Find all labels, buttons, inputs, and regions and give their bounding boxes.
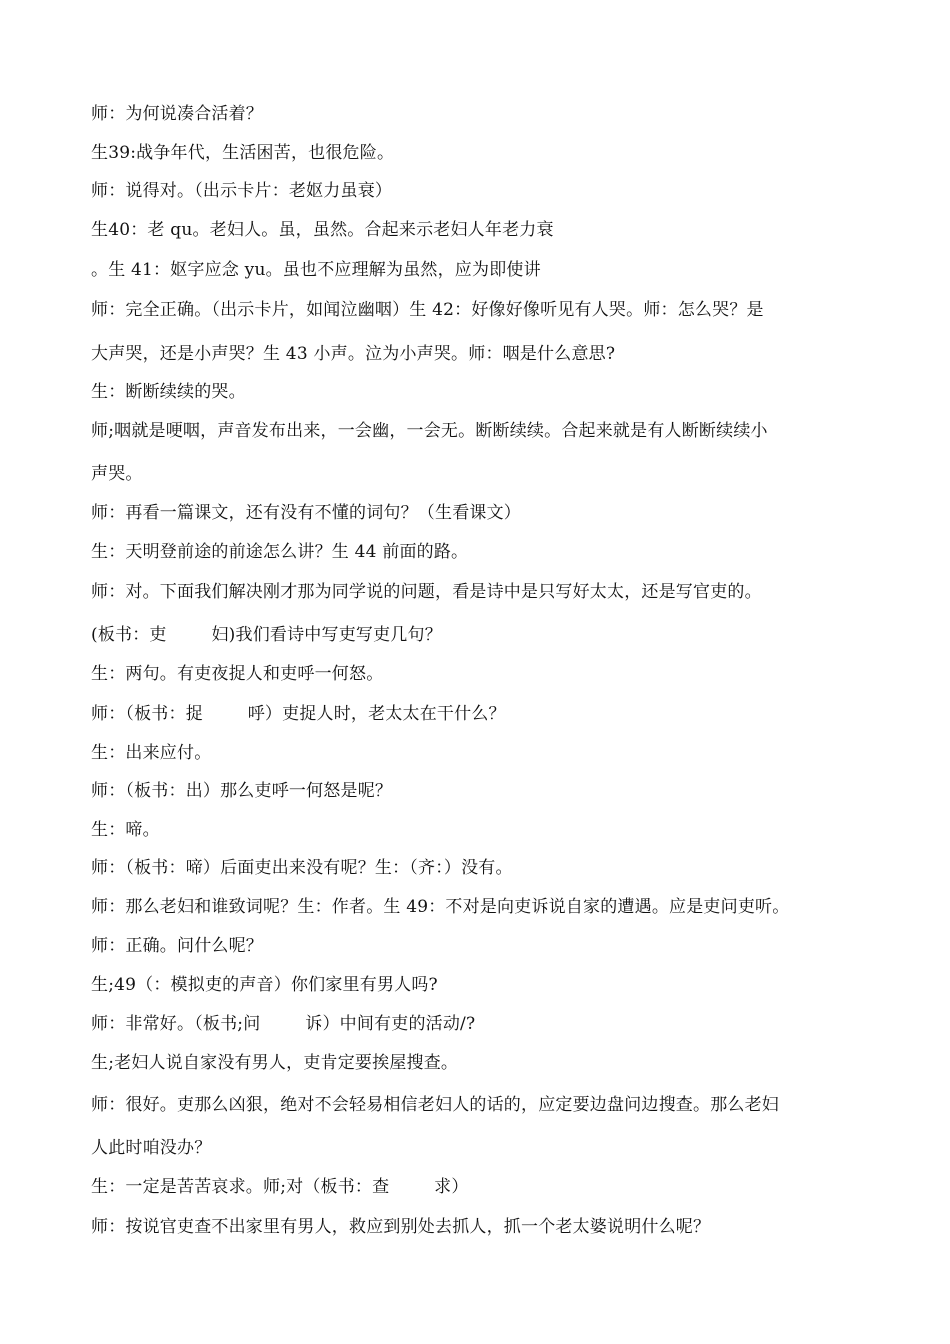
text-line: 生：一定是苦苦哀求。师;对（板书：查 求） (91, 1177, 469, 1197)
text-line: 师：对。下面我们解决刚才那为同学说的问题，看是诗中是只写好太太，还是写官吏的。 (91, 582, 762, 602)
text-line: 师：再看一篇课文，还有没有不懂的词句？（生看课文） (91, 503, 521, 523)
text-line: 师：那么老妇和谁致词呢？生：作者。生 49：不对是向吏诉说自家的遭遇。应是吏问吏听。 (91, 897, 790, 917)
text-line: 生40：老 qu。老妇人。虽，虽然。合起来示老妇人年老力衰 (91, 220, 554, 240)
text-line: 师：说得对。（出示卡片：老妪力虽衰） (91, 181, 393, 201)
text-line: 大声哭，还是小声哭？生 43 小声。泣为小声哭。师：咽是什么意思? (91, 344, 616, 364)
text-line: 师：完全正确。（出示卡片，如闻泣幽咽）生 42：好像好像听见有人哭。师：怎么哭？是 (91, 300, 764, 320)
text-line: 生：啼。 (91, 820, 160, 840)
text-line: 生;49（：模拟吏的声音）你们家里有男人吗? (91, 975, 438, 995)
text-line: 生：出来应付。 (91, 743, 212, 763)
text-line: 师：（板书：捉 呼）吏捉人时，老太太在干什么？ (91, 704, 506, 724)
text-line: 师：为何说凑合活着？ (91, 104, 263, 124)
text-line: 。生 41：妪字应念 yu。虽也不应理解为虽然，应为即使讲 (91, 260, 541, 280)
text-line: 声哭。 (91, 464, 143, 484)
text-line: 生39:战争年代，生活困苦，也很危险。 (91, 143, 395, 163)
text-line: 生：两句。有吏夜捉人和吏呼一何怒。 (91, 664, 384, 684)
text-line: (板书：吏 妇)我们看诗中写吏写吏几句？ (91, 625, 442, 645)
text-line: 师：（板书：出）那么吏呼一何怒是呢？ (91, 781, 393, 801)
text-line: 生：断断续续的哭。 (91, 382, 246, 402)
text-line: 人此时咱没办？ (91, 1138, 212, 1158)
text-line: 师;咽就是哽咽，声音发布出来，一会幽，一会无。断断续续。合起来就是有人断断续续小 (91, 421, 768, 441)
text-line: 师：按说官吏查不出家里有男人，救应到别处去抓人，抓一个老太婆说明什么呢？ (91, 1217, 711, 1237)
text-line: 师：正确。问什么呢？ (91, 936, 263, 956)
text-line: 生：天明登前途的前途怎么讲？生 44 前面的路。 (91, 542, 469, 562)
text-line: 师：很好。吏那么凶狠，绝对不会轻易相信老妇人的话的，应定要边盘问边搜查。那么老妇 (91, 1095, 779, 1115)
text-line: 师：非常好。（板书;问 诉）中间有吏的活动/? (91, 1014, 476, 1034)
text-line: 师：（板书：啼）后面吏出来没有呢？生：（齐：）没有。 (91, 858, 513, 878)
text-line: 生;老妇人说自家没有男人，吏肯定要挨屋搜查。 (91, 1053, 459, 1073)
